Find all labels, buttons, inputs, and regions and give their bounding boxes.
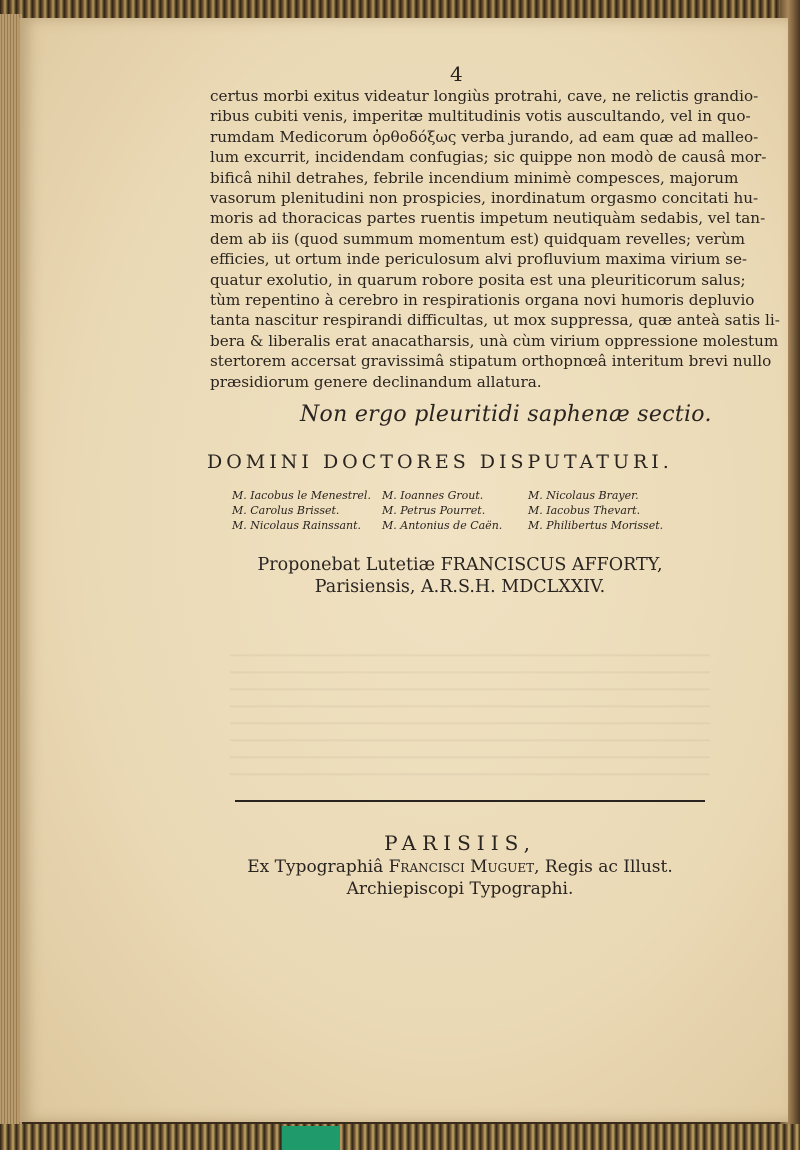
body-line: rumdam Medicorum ὀρθοδόξως verba jurando, ad eam quæ ad malleo- bbox=[210, 127, 759, 146]
doctor-name: M. Iacobus Thevart. bbox=[528, 504, 641, 517]
doctor-name: M. Antonius de Caën. bbox=[382, 519, 503, 532]
body-line: ribus cubiti venis, imperitæ multitudinis votis auscultando, vel in quo- bbox=[210, 107, 751, 126]
body-line: præsidiorum genere declinandum allatura. bbox=[210, 372, 542, 391]
body-line: tùm repentino à cerebro in respirationis organa novi humoris depluvio bbox=[210, 291, 755, 310]
respondent-line: Proponebat Lutetiæ FRANCISCUS AFFORTY, bbox=[257, 555, 663, 575]
body-line: lum excurrit, incidendam confugias; sic quippe non modò de causâ mor- bbox=[210, 148, 767, 167]
imprint-block bbox=[200, 830, 720, 900]
body-line: bificâ nihil detrahes, febrile incendium minimè compesces, majorum bbox=[210, 168, 739, 187]
imprint-city: PARISIIS, bbox=[384, 831, 536, 855]
body-line: stertorem accersat gravissimâ stipatum orthopnœâ interitum brevi nullo bbox=[210, 352, 772, 371]
book-binding-bottom bbox=[0, 1124, 800, 1150]
imprint-prefix: Ex Typographiâ bbox=[247, 857, 384, 877]
body-line: tanta nascitur respirandi difficultas, ut mox suppressa, quæ anteà satis li- bbox=[210, 311, 780, 330]
doctor-name: M. Nicolaus Rainssant. bbox=[232, 519, 362, 532]
body-line: moris ad thoracicas partes ruentis impetum neutiquàm sedabis, vel tan- bbox=[210, 209, 766, 228]
page-number: 4 bbox=[450, 62, 463, 86]
doctors-heading: DOMINI DOCTORES DISPUTATURI. bbox=[207, 451, 673, 473]
respondent-origin-date: Parisiensis, A.R.S.H. MDCLXXIV. bbox=[314, 577, 606, 597]
body-line: dem ab iis (quod summum momentum est) quidquam revelles; verùm bbox=[210, 229, 745, 248]
body-line: efficies, ut ortum inde periculosum alvi profluvium maxima virium se- bbox=[210, 250, 748, 269]
body-line: bera & liberalis erat anacatharsis, unà cùm virium oppressione molestum bbox=[210, 331, 779, 350]
body-line: quatur exolutio, in quarum robore posita est una pleuriticorum salus; bbox=[210, 270, 746, 289]
respondent-block bbox=[210, 554, 710, 598]
doctor-name: M. Iacobus le Menestrel. bbox=[232, 489, 371, 502]
divider-rule bbox=[235, 800, 705, 802]
imprint-printer-line bbox=[200, 856, 720, 878]
imprint-printer-name: Francisci Muguet, bbox=[388, 857, 540, 877]
imprint-suffix: Regis ac Illust. bbox=[544, 857, 673, 877]
doctor-name: M. Carolus Brisset. bbox=[232, 504, 340, 517]
show-through-text bbox=[230, 640, 710, 790]
doctor-name: M. Nicolaus Brayer. bbox=[528, 489, 639, 502]
imprint-title-line: Archiepiscopi Typographi. bbox=[346, 879, 574, 899]
doctors-list bbox=[232, 488, 692, 533]
doctor-name: M. Ioannes Grout. bbox=[382, 489, 484, 502]
body-line: certus morbi exitus videatur longiùs protrahi, cave, ne relictis grandio- bbox=[210, 87, 759, 105]
ribbon-bookmark bbox=[282, 1126, 340, 1150]
doctor-name: M. Philibertus Morisset. bbox=[528, 519, 664, 532]
body-paragraph bbox=[210, 86, 780, 392]
doctor-name: M. Petrus Pourret. bbox=[382, 504, 486, 517]
thesis-statement: Non ergo pleuritidi saphenæ sectio. bbox=[300, 402, 712, 427]
body-line: vasorum plenitudini non prospicies, inordinatum orgasmo concitati hu- bbox=[210, 189, 759, 208]
